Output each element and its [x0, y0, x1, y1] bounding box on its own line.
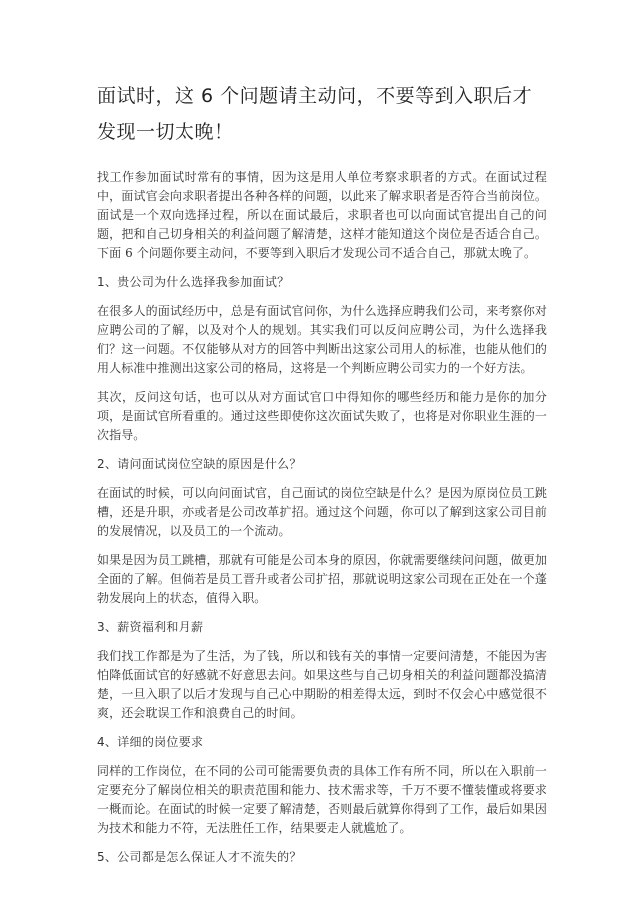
- section-paragraph: 在面试的时候，可以向问面试官，自己面试的岗位空缺是什么？是因为原岗位员工跳槽，还是升职，亦或者是公司改革扩招。通过这个问题，你可以了解到这家公司目前的发展情况，以及员工的一个流动。: [97, 486, 547, 538]
- section-heading: 5、公司都是怎么保证人才不流失的？: [97, 850, 302, 864]
- article-title: 面试时，这 6 个问题请主动问，不要等到入职后才发现一切太晚！: [97, 85, 533, 143]
- intro-paragraph: 找工作参加面试时常有的事情，因为这是用人单位考察求职者的方式。在面试过程中，面试官会向求职者提出各种各样的问题，以此来了解求职者是否符合当前岗位。面试是一个双向选择过程，所以在面试最后，求职者也可以向面试官提出自己的问题，把和自己切身相关的利益问题了解清楚，这样才能知道这个岗位是否适合自己。下面 6 个问题你要主动问，不要等到入职后才发现公司不适合自己，那就太晚了。: [97, 170, 547, 260]
- section-paragraph: 如果是因为员工跳槽，那就有可能是公司本身的原因，你就需要继续问问题，做更加全面的了解。但倘若是员工晋升或者公司扩招，那就说明这家公司现在正处在一个蓬勃发展向上的状态，值得入职。: [97, 553, 547, 605]
- section-paragraph: 在很多人的面试经历中，总是有面试官问你，为什么选择应聘我们公司，来考察你对应聘公司的了解，以及对个人的规划。其实我们可以反问应聘公司，为什么选择我们？这一问题。不仅能够从对方的回答中判断出这家公司用人的标准，也能从他们的用人标准中推测出这家公司的格局，这将是一个判断应聘公司实力的一个好方法。: [97, 304, 547, 375]
- section-4: [97, 733, 547, 838]
- section-2: [97, 455, 547, 608]
- section-paragraph: 我们找工作都是为了生活，为了钱，所以和钱有关的事情一定要问清楚，不能因为害怕降低面试官的好感就不好意思去问。如果这些与自己切身相关的利益问题都没搞清楚，一旦入职了以后才发现与自己心中期盼的相差得太远，到时不仅会心中感觉很不爽，还会耽误工作和浪费自己的时间。: [97, 649, 547, 720]
- article: [97, 78, 547, 877]
- section-5: [97, 848, 547, 867]
- section-heading: 1、贵公司为什么选择我参加面试？: [97, 275, 290, 289]
- section-3: [97, 618, 547, 723]
- section-paragraph: 同样的工作岗位，在不同的公司可能需要负责的具体工作有所不同，所以在入职前一定要充分了解岗位相关的职责范围和能力、技术需求等，千万不要不懂装懂或将要求一概而论。在面试的时候一定要了解清楚，否则最后就算你得到了工作，最后如果因为技术和能力不符，无法胜任工作，结果要走人就尴尬了。: [97, 764, 547, 835]
- section-paragraph: 其次，反问这句话，也可以从对方面试官口中得知你的哪些经历和能力是你的加分项，是面试官所看重的。通过这些即使你这次面试失败了，也将是对你职业生涯的一次指导。: [97, 390, 547, 442]
- section-heading: 2、请问面试岗位空缺的原因是什么？: [97, 457, 302, 471]
- section-1: [97, 273, 547, 445]
- section-heading: 3、薪资福利和月薪: [97, 620, 204, 634]
- section-heading: 4、详细的岗位要求: [97, 735, 204, 749]
